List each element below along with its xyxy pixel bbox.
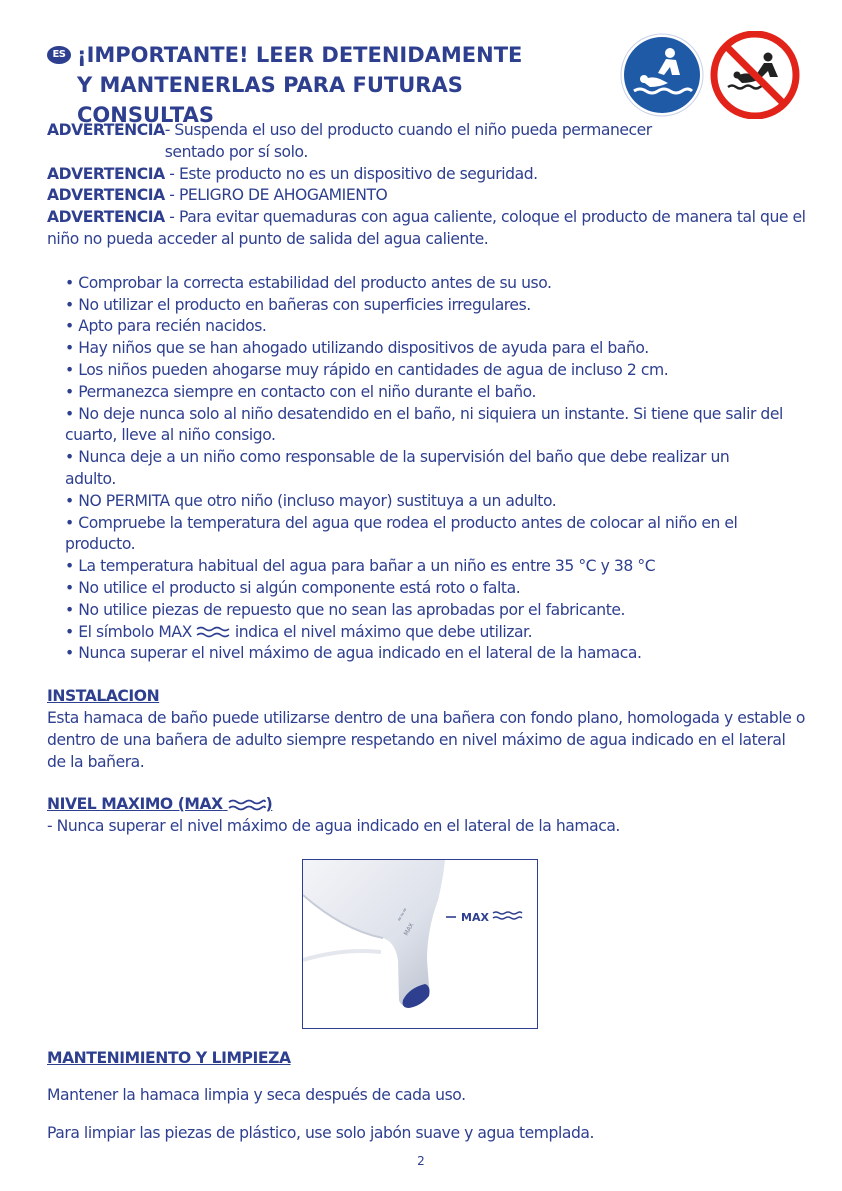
warning-2: ADVERTENCIA - Este producto no es un dispositivo de seguridad. (47, 164, 538, 183)
list-item: • NO PERMITA que otro niño (incluso mayor) sustituya a un adulto. (65, 491, 557, 510)
maintenance-section (47, 1048, 807, 1160)
safety-bullet-list (65, 273, 807, 665)
title-line-2: Y MANTENERLAS PARA FUTURAS CONSULTAS (77, 73, 463, 127)
maintenance-line-1: Mantener la hamaca limpia y seca después de cada uso. (47, 1086, 466, 1105)
title-line-1: ¡IMPORTANTE! LEER DETENIDAMENTE (77, 43, 523, 67)
header (47, 40, 607, 130)
list-item: • Nunca deje a un niño como responsable de la supervisión del baño que debe realizar un adulto. (65, 448, 730, 488)
list-item: • Los niños pueden ahogarse muy rápido en cantidades de agua de incluso 2 cm. (65, 360, 669, 379)
max-waves-icon (196, 625, 230, 639)
mandatory-supervision-sign-icon (621, 34, 703, 116)
warning-1: ADVERTENCIA- Suspenda el uso del producto cuando el niño pueda permanecer sentado por sí solo. (47, 121, 652, 161)
installation-title: INSTALACION (47, 687, 160, 706)
svg-text:≈≈≈: ≈≈≈ (395, 906, 410, 923)
warning-3: ADVERTENCIA - PELIGRO DE AHOGAMIENTO (47, 186, 388, 205)
list-item: • El símbolo MAX indica el nivel máximo que debe utilizar. (65, 622, 533, 641)
max-level-illustration (302, 859, 538, 1029)
instructions-content (47, 120, 807, 838)
list-item: • Hay niños que se han ahogado utilizando dispositivos de ayuda para el baño. (65, 339, 649, 358)
list-item: • Compruebe la temperatura del agua que rodea el producto antes de colocar al niño en el producto. (65, 513, 738, 554)
bath-seat-illustration (303, 860, 538, 1029)
safety-signs (620, 31, 800, 119)
list-item: • Comprobar la correcta estabilidad del producto antes de su uso. (65, 273, 552, 292)
list-item: • No utilizar el producto en bañeras con superficies irregulares. (65, 295, 531, 314)
product-max-mark: MAX (402, 921, 416, 937)
list-item: • No utilice piezas de repuesto que no sean las aprobadas por el fabricante. (65, 600, 626, 619)
no-unattended-child-sign-icon (714, 34, 796, 116)
list-item: • Nunca superar el nivel máximo de agua indicado en el lateral de la hamaca. (65, 644, 642, 663)
list-item: • Apto para recién nacidos. (65, 317, 267, 336)
figure-max-label: MAX (461, 911, 489, 924)
list-item: • No utilice el producto si algún componente está roto o falta. (65, 578, 521, 597)
language-badge: ES (47, 46, 71, 64)
page-title (77, 40, 607, 130)
maintenance-line-2: Para limpiar las piezas de plástico, use solo jabón suave y agua templada. (47, 1123, 595, 1142)
installation-text: Esta hamaca de baño puede utilizarse dentro de una bañera con fondo plano, homologada y estable o dentro de una bañera de adulto siempre respetando en nivel máximo de agua indicado en el lateral de la bañera. (47, 708, 805, 771)
page-number: 2 (417, 1154, 425, 1168)
list-item: • Permanezca siempre en contacto con el niño durante el baño. (65, 382, 536, 401)
maintenance-title: MANTENIMIENTO Y LIMPIEZA (47, 1049, 291, 1067)
max-level-text: - Nunca superar el nivel máximo de agua indicado en el lateral de la hamaca. (47, 817, 620, 836)
list-item: • La temperatura habitual del agua para bañar a un niño es entre 35 °C y 38 °C (65, 557, 656, 576)
max-level-title: NIVEL MAXIMO (MAX ) (47, 795, 273, 814)
max-waves-icon (228, 798, 266, 812)
installation-section (47, 686, 807, 773)
list-item: • No deje nunca solo al niño desatendido en el baño, ni siquiera un instante. Si tiene que salir del cuarto, lleve al niño consigo. (65, 404, 783, 445)
max-level-section (47, 794, 807, 838)
warning-4: ADVERTENCIA - Para evitar quemaduras con agua caliente, coloque el producto de manera tal que el niño no pueda acceder al punto de salida del agua caliente. (47, 208, 806, 248)
